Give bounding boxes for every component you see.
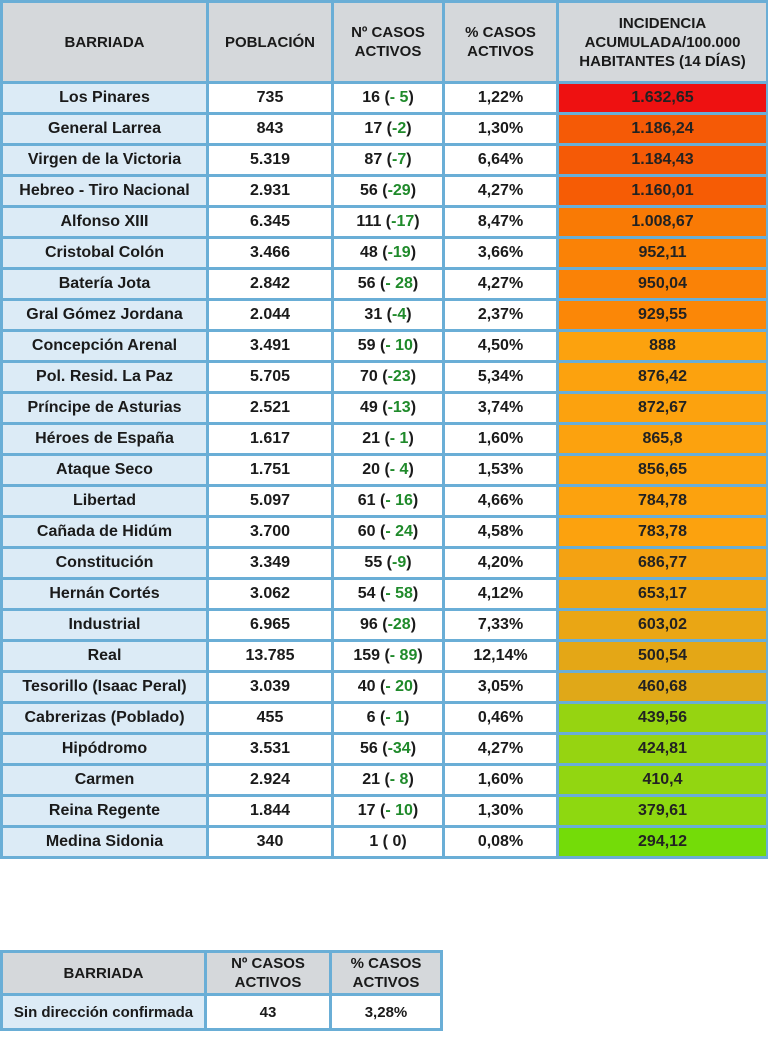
cell-pct: 1,22% xyxy=(444,83,558,114)
cell-incidencia: 1.632,65 xyxy=(558,83,768,114)
cell-incidencia: 686,77 xyxy=(558,548,768,579)
table-row xyxy=(2,269,768,300)
casos-value: 20 ( xyxy=(362,461,390,478)
casos-delta: -28 xyxy=(387,616,411,633)
cell-incidencia: 1.008,67 xyxy=(558,207,768,238)
extra-casos: 43 xyxy=(206,995,331,1030)
casos-value: 70 ( xyxy=(359,368,388,385)
header-poblacion: POBLACIÓN xyxy=(208,2,333,83)
cell-barriada: Hipódromo xyxy=(2,734,208,765)
cell-barriada: Medina Sidonia xyxy=(2,827,208,858)
cell-poblacion: 2.842 xyxy=(208,269,333,300)
casos-delta: - 28 xyxy=(385,275,413,292)
cell-incidencia: 1.160,01 xyxy=(558,176,768,207)
cell-poblacion: 13.785 xyxy=(208,641,333,672)
cell-pct: 3,66% xyxy=(444,238,558,269)
casos-value: 21 ( xyxy=(362,771,390,788)
cell-casos: 1 ( 0) xyxy=(333,827,444,858)
cell-poblacion: 3.531 xyxy=(208,734,333,765)
cell-casos: 20 (- 4) xyxy=(333,455,444,486)
cell-incidencia: 950,04 xyxy=(558,269,768,300)
cell-barriada: Industrial xyxy=(2,610,208,641)
cell-barriada: Batería Jota xyxy=(2,269,208,300)
table-row xyxy=(2,548,768,579)
cell-casos: 96 (-28) xyxy=(333,610,444,641)
cell-poblacion: 455 xyxy=(208,703,333,734)
cell-barriada: Los Pinares xyxy=(2,83,208,114)
cell-casos: 56 (- 28) xyxy=(333,269,444,300)
cell-poblacion: 5.319 xyxy=(208,145,333,176)
casos-delta: - 10 xyxy=(385,337,413,354)
casos-value: 16 ( xyxy=(362,89,390,106)
cell-poblacion: 5.705 xyxy=(208,362,333,393)
cell-casos: 56 (-34) xyxy=(333,734,444,765)
header-barriada: BARRIADA xyxy=(2,2,208,83)
cell-pct: 3,74% xyxy=(444,393,558,424)
casos-delta: -34 xyxy=(387,740,411,757)
table-row xyxy=(2,207,768,238)
cell-barriada: Virgen de la Victoria xyxy=(2,145,208,176)
cell-casos: 16 (- 5) xyxy=(333,83,444,114)
casos-value: 6 ( xyxy=(366,709,386,726)
cell-barriada: Concepción Arenal xyxy=(2,331,208,362)
casos-delta: - 16 xyxy=(385,492,413,509)
casos-delta: - 58 xyxy=(385,585,413,602)
cell-pct: 0,08% xyxy=(444,827,558,858)
casos-value: 17 ( xyxy=(357,802,386,819)
cell-poblacion: 2.924 xyxy=(208,765,333,796)
casos-value: 159 ( xyxy=(353,647,390,664)
cell-incidencia: 876,42 xyxy=(558,362,768,393)
table-row xyxy=(2,424,768,455)
casos-delta: - 5 xyxy=(389,89,409,106)
table-row xyxy=(2,362,768,393)
table-row xyxy=(2,765,768,796)
casos-value: 96 ( xyxy=(359,616,388,633)
cell-casos: 111 (-17) xyxy=(333,207,444,238)
cell-incidencia: 872,67 xyxy=(558,393,768,424)
cell-pct: 1,60% xyxy=(444,424,558,455)
cell-barriada: Héroes de España xyxy=(2,424,208,455)
cell-pct: 4,50% xyxy=(444,331,558,362)
cell-casos: 87 (-7) xyxy=(333,145,444,176)
cell-barriada: Real xyxy=(2,641,208,672)
table-row xyxy=(2,83,768,114)
cell-poblacion: 1.617 xyxy=(208,424,333,455)
cell-poblacion: 2.521 xyxy=(208,393,333,424)
casos-delta: -17 xyxy=(391,213,415,230)
cell-barriada: Príncipe de Asturias xyxy=(2,393,208,424)
casos-value: 111 ( xyxy=(356,213,392,230)
extra-header-row xyxy=(2,952,442,995)
cell-poblacion: 3.700 xyxy=(208,517,333,548)
header-pct-casos: % CASOS ACTIVOS xyxy=(444,2,558,83)
cell-poblacion: 2.931 xyxy=(208,176,333,207)
cell-pct: 8,47% xyxy=(444,207,558,238)
casos-delta: - 8 xyxy=(389,771,409,788)
casos-delta: -23 xyxy=(387,368,411,385)
cell-poblacion: 3.039 xyxy=(208,672,333,703)
table-row xyxy=(2,331,768,362)
cell-casos: 21 (- 1) xyxy=(333,424,444,455)
extra-header-pct-casos: % CASOS ACTIVOS xyxy=(331,952,442,995)
cell-incidencia: 856,65 xyxy=(558,455,768,486)
cell-barriada: Tesorillo (Isaac Peral) xyxy=(2,672,208,703)
cell-poblacion: 6.345 xyxy=(208,207,333,238)
casos-delta: - 1 xyxy=(389,430,409,447)
casos-value: 61 ( xyxy=(357,492,386,509)
cell-pct: 4,27% xyxy=(444,269,558,300)
cell-incidencia: 424,81 xyxy=(558,734,768,765)
cell-pct: 1,30% xyxy=(444,114,558,145)
cell-poblacion: 6.965 xyxy=(208,610,333,641)
table-row xyxy=(2,796,768,827)
cell-barriada: Libertad xyxy=(2,486,208,517)
casos-value: 54 ( xyxy=(357,585,386,602)
cell-barriada: General Larrea xyxy=(2,114,208,145)
cell-barriada: Constitución xyxy=(2,548,208,579)
casos-delta: -2 xyxy=(392,120,407,137)
table-row xyxy=(2,579,768,610)
cell-barriada: Pol. Resid. La Paz xyxy=(2,362,208,393)
table-row xyxy=(2,393,768,424)
cell-pct: 12,14% xyxy=(444,641,558,672)
cell-poblacion: 3.491 xyxy=(208,331,333,362)
casos-value: 21 ( xyxy=(362,430,390,447)
table-row xyxy=(2,517,768,548)
cell-pct: 4,27% xyxy=(444,176,558,207)
table-row xyxy=(2,145,768,176)
casos-value: 56 ( xyxy=(359,182,388,199)
cell-pct: 2,37% xyxy=(444,300,558,331)
cell-incidencia: 653,17 xyxy=(558,579,768,610)
cell-casos: 61 (- 16) xyxy=(333,486,444,517)
cell-casos: 31 (-4) xyxy=(333,300,444,331)
casos-value: 55 ( xyxy=(364,554,392,571)
cell-barriada: Reina Regente xyxy=(2,796,208,827)
casos-value: 1 ( 0 xyxy=(369,833,402,850)
cell-casos: 70 (-23) xyxy=(333,362,444,393)
extra-row xyxy=(2,995,442,1030)
cell-casos: 49 (-13) xyxy=(333,393,444,424)
casos-value: 56 ( xyxy=(359,740,388,757)
table-row xyxy=(2,672,768,703)
cell-incidencia: 952,11 xyxy=(558,238,768,269)
cell-pct: 1,53% xyxy=(444,455,558,486)
cell-casos: 56 (-29) xyxy=(333,176,444,207)
cell-barriada: Cristobal Colón xyxy=(2,238,208,269)
cell-casos: 6 (- 1) xyxy=(333,703,444,734)
cell-barriada: Ataque Seco xyxy=(2,455,208,486)
cell-casos: 40 (- 20) xyxy=(333,672,444,703)
extra-header-barriada: BARRIADA xyxy=(2,952,206,995)
casos-delta: - 24 xyxy=(385,523,413,540)
cell-pct: 7,33% xyxy=(444,610,558,641)
cell-incidencia: 888 xyxy=(558,331,768,362)
extra-barriada: Sin dirección confirmada xyxy=(2,995,206,1030)
casos-value: 17 ( xyxy=(364,120,392,137)
cell-poblacion: 3.466 xyxy=(208,238,333,269)
casos-delta: -7 xyxy=(392,151,407,168)
table-row xyxy=(2,703,768,734)
casos-delta: - 89 xyxy=(389,647,418,664)
cell-incidencia: 783,78 xyxy=(558,517,768,548)
cell-pct: 4,58% xyxy=(444,517,558,548)
table-row xyxy=(2,827,768,858)
cell-barriada: Carmen xyxy=(2,765,208,796)
cell-casos: 54 (- 58) xyxy=(333,579,444,610)
table-row xyxy=(2,455,768,486)
cell-poblacion: 340 xyxy=(208,827,333,858)
table-row xyxy=(2,486,768,517)
cell-incidencia: 439,56 xyxy=(558,703,768,734)
casos-value: 49 ( xyxy=(359,399,388,416)
cell-casos: 21 (- 8) xyxy=(333,765,444,796)
extra-header-casos-activos: Nº CASOS ACTIVOS xyxy=(206,952,331,995)
table-row xyxy=(2,641,768,672)
header-incidencia: INCIDENCIA ACUMULADA/100.000 HABITANTES (14 DÍAS) xyxy=(558,2,768,83)
casos-delta: - 10 xyxy=(385,802,413,819)
casos-delta: - 4 xyxy=(389,461,409,478)
cell-pct: 4,66% xyxy=(444,486,558,517)
cell-poblacion: 3.349 xyxy=(208,548,333,579)
casos-value: 48 ( xyxy=(359,244,388,261)
casos-value: 60 ( xyxy=(357,523,386,540)
table-row xyxy=(2,300,768,331)
cell-incidencia: 1.186,24 xyxy=(558,114,768,145)
cell-incidencia: 603,02 xyxy=(558,610,768,641)
cell-pct: 4,27% xyxy=(444,734,558,765)
cell-incidencia: 500,54 xyxy=(558,641,768,672)
header-casos-activos: Nº CASOS ACTIVOS xyxy=(333,2,444,83)
cell-incidencia: 294,12 xyxy=(558,827,768,858)
cell-poblacion: 1.751 xyxy=(208,455,333,486)
cell-incidencia: 410,4 xyxy=(558,765,768,796)
cell-incidencia: 460,68 xyxy=(558,672,768,703)
cell-casos: 17 (-2) xyxy=(333,114,444,145)
cell-casos: 159 (- 89) xyxy=(333,641,444,672)
cell-poblacion: 3.062 xyxy=(208,579,333,610)
casos-delta: - 1 xyxy=(385,709,404,726)
cell-pct: 4,20% xyxy=(444,548,558,579)
cell-pct: 1,60% xyxy=(444,765,558,796)
extra-pct: 3,28% xyxy=(331,995,442,1030)
casos-value: 56 ( xyxy=(357,275,386,292)
cell-casos: 60 (- 24) xyxy=(333,517,444,548)
cell-incidencia: 865,8 xyxy=(558,424,768,455)
cell-casos: 48 (-19) xyxy=(333,238,444,269)
cell-pct: 6,64% xyxy=(444,145,558,176)
unconfirmed-address-table xyxy=(0,950,443,1031)
casos-value: 87 ( xyxy=(364,151,392,168)
cell-poblacion: 2.044 xyxy=(208,300,333,331)
cell-pct: 3,05% xyxy=(444,672,558,703)
casos-delta: - 20 xyxy=(385,678,413,695)
cell-poblacion: 735 xyxy=(208,83,333,114)
cell-pct: 5,34% xyxy=(444,362,558,393)
cell-casos: 55 (-9) xyxy=(333,548,444,579)
table-row xyxy=(2,114,768,145)
header-row xyxy=(2,2,768,83)
cell-poblacion: 5.097 xyxy=(208,486,333,517)
table-row xyxy=(2,734,768,765)
cell-incidencia: 929,55 xyxy=(558,300,768,331)
table-row xyxy=(2,176,768,207)
casos-value: 40 ( xyxy=(357,678,386,695)
casos-delta: -29 xyxy=(387,182,411,199)
casos-delta: -19 xyxy=(387,244,411,261)
cell-barriada: Cañada de Hidúm xyxy=(2,517,208,548)
cell-barriada: Cabrerizas (Poblado) xyxy=(2,703,208,734)
cell-pct: 1,30% xyxy=(444,796,558,827)
cell-incidencia: 379,61 xyxy=(558,796,768,827)
cell-barriada: Hebreo - Tiro Nacional xyxy=(2,176,208,207)
table-row xyxy=(2,610,768,641)
cell-casos: 17 (- 10) xyxy=(333,796,444,827)
casos-delta: -4 xyxy=(392,306,407,323)
cell-incidencia: 784,78 xyxy=(558,486,768,517)
cell-barriada: Hernán Cortés xyxy=(2,579,208,610)
table-row xyxy=(2,238,768,269)
cell-barriada: Gral Gómez Jordana xyxy=(2,300,208,331)
cell-poblacion: 1.844 xyxy=(208,796,333,827)
cell-incidencia: 1.184,43 xyxy=(558,145,768,176)
casos-delta: -13 xyxy=(387,399,411,416)
cell-casos: 59 (- 10) xyxy=(333,331,444,362)
cell-barriada: Alfonso XIII xyxy=(2,207,208,238)
casos-value: 59 ( xyxy=(357,337,386,354)
casos-value: 31 ( xyxy=(364,306,392,323)
casos-delta: -9 xyxy=(392,554,407,571)
cell-poblacion: 843 xyxy=(208,114,333,145)
cell-pct: 4,12% xyxy=(444,579,558,610)
cell-pct: 0,46% xyxy=(444,703,558,734)
